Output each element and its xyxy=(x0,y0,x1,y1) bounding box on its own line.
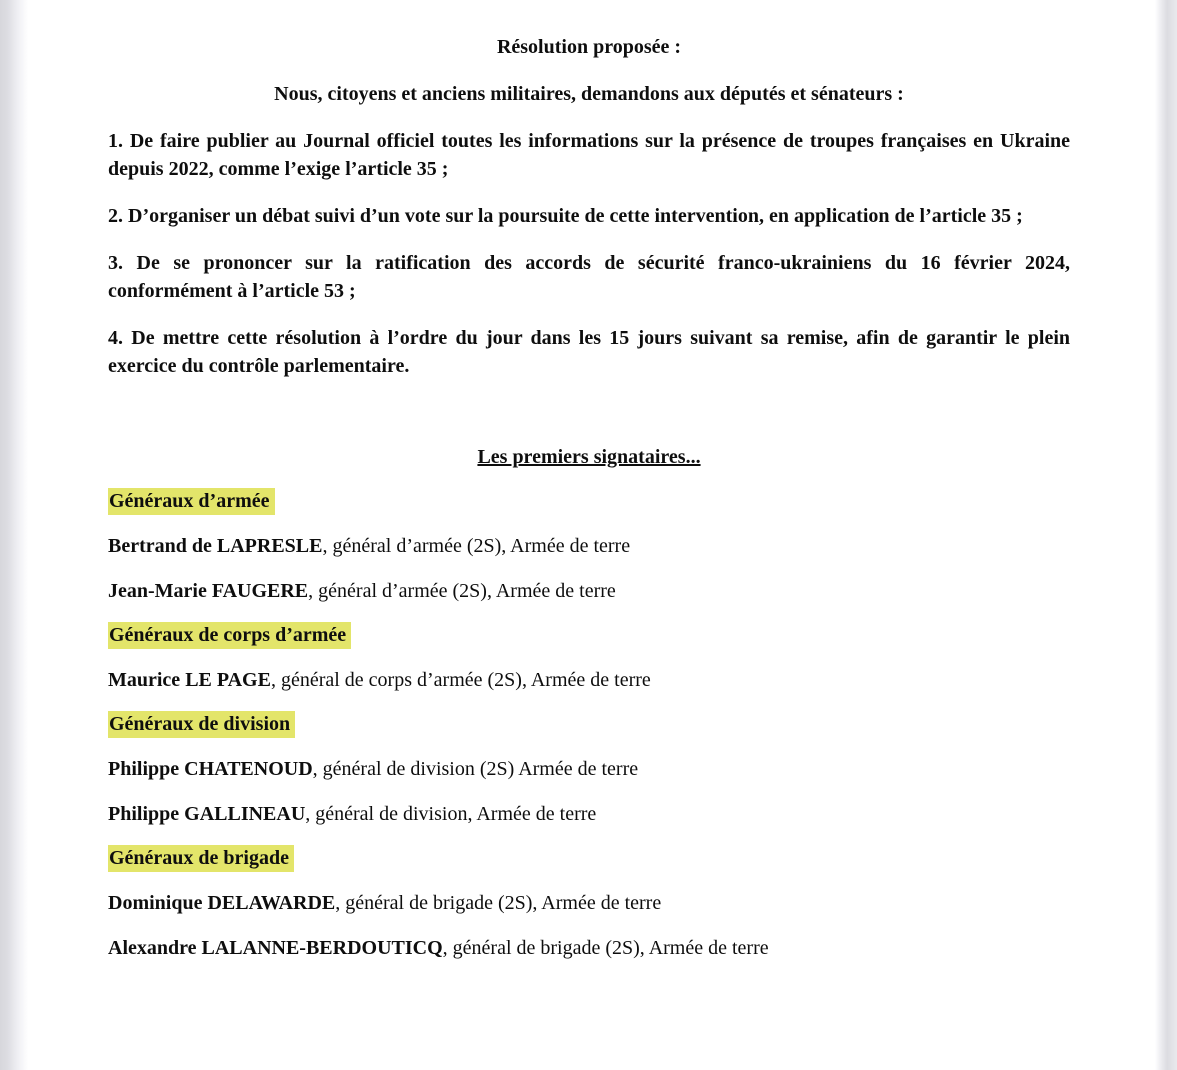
signatory-rank: , général de division (2S) Armée de terre xyxy=(312,758,639,780)
signatory-name: Maurice LE PAGE xyxy=(108,669,271,691)
resolution-item-3: 3. De se prononcer sur la ratification des accords de sécurité franco-ukrainiens du 16 février 2024, conformément à l’article 53 ; xyxy=(108,252,1070,302)
signatory-name: Philippe GALLINEAU xyxy=(108,803,306,825)
signatory-entry xyxy=(108,934,1070,962)
group-header-highlight: Généraux de brigade xyxy=(108,845,294,872)
signatory-rank: , général de brigade (2S), Armée de terre xyxy=(442,937,769,959)
page-edge-right-shadow xyxy=(1155,0,1177,1070)
signatory-entry xyxy=(108,532,1070,560)
document-page xyxy=(108,0,1070,962)
group-header-highlight: Généraux d’armée xyxy=(108,488,275,515)
resolution-item-4: 4. De mettre cette résolution à l’ordre du jour dans les 15 jours suivant sa remise, afin de garantir le plein exercice du contrôle parlementaire. xyxy=(108,327,1070,377)
signatory-entry xyxy=(108,889,1070,917)
signatories-heading xyxy=(108,443,1070,471)
group-header-highlight: Généraux de division xyxy=(108,711,295,738)
resolution-item-1: 1. De faire publier au Journal officiel toutes les informations sur la présence de troupes françaises en Ukraine depuis 2022, comme l’exige l’article 35 ; xyxy=(108,130,1070,180)
signatory-name: Philippe CHATENOUD xyxy=(108,758,313,780)
signatory-rank: , général de division, Armée de terre xyxy=(305,803,597,825)
group-header-highlight: Généraux de corps d’armée xyxy=(108,622,351,649)
signatories-heading-text: Les premiers signataires... xyxy=(477,446,701,468)
signatory-entry xyxy=(108,577,1070,605)
signatory-name: Jean-Marie FAUGERE xyxy=(108,580,309,602)
signatory-rank: , général d’armée (2S), Armée de terre xyxy=(322,535,631,557)
signatory-entry xyxy=(108,755,1070,783)
group-header-generaux-division xyxy=(108,710,1070,738)
signatory-entry xyxy=(108,800,1070,828)
signatory-rank: , général de corps d’armée (2S), Armée de terre xyxy=(270,669,651,691)
signatory-name: Bertrand de LAPRESLE xyxy=(108,535,323,557)
group-header-generaux-brigade xyxy=(108,844,1070,872)
resolution-item-2: 2. D’organiser un débat suivi d’un vote sur la poursuite de cette intervention, en application de l’article 35 ; xyxy=(108,205,1023,227)
group-header-generaux-armee xyxy=(108,487,1070,515)
group-header-generaux-corps-armee xyxy=(108,621,1070,649)
signatory-name: Dominique DELAWARDE xyxy=(108,892,336,914)
document-intro: Nous, citoyens et anciens militaires, demandons aux députés et sénateurs : xyxy=(274,83,904,105)
signatory-name: Alexandre LALANNE-BERDOUTICQ xyxy=(108,937,443,959)
page-edge-left-shadow xyxy=(0,0,28,1070)
signatory-rank: , général d’armée (2S), Armée de terre xyxy=(308,580,616,602)
signatory-rank: , général de brigade (2S), Armée de terre xyxy=(335,892,662,914)
signatory-entry xyxy=(108,666,1070,694)
document-title: Résolution proposée : xyxy=(496,36,682,58)
